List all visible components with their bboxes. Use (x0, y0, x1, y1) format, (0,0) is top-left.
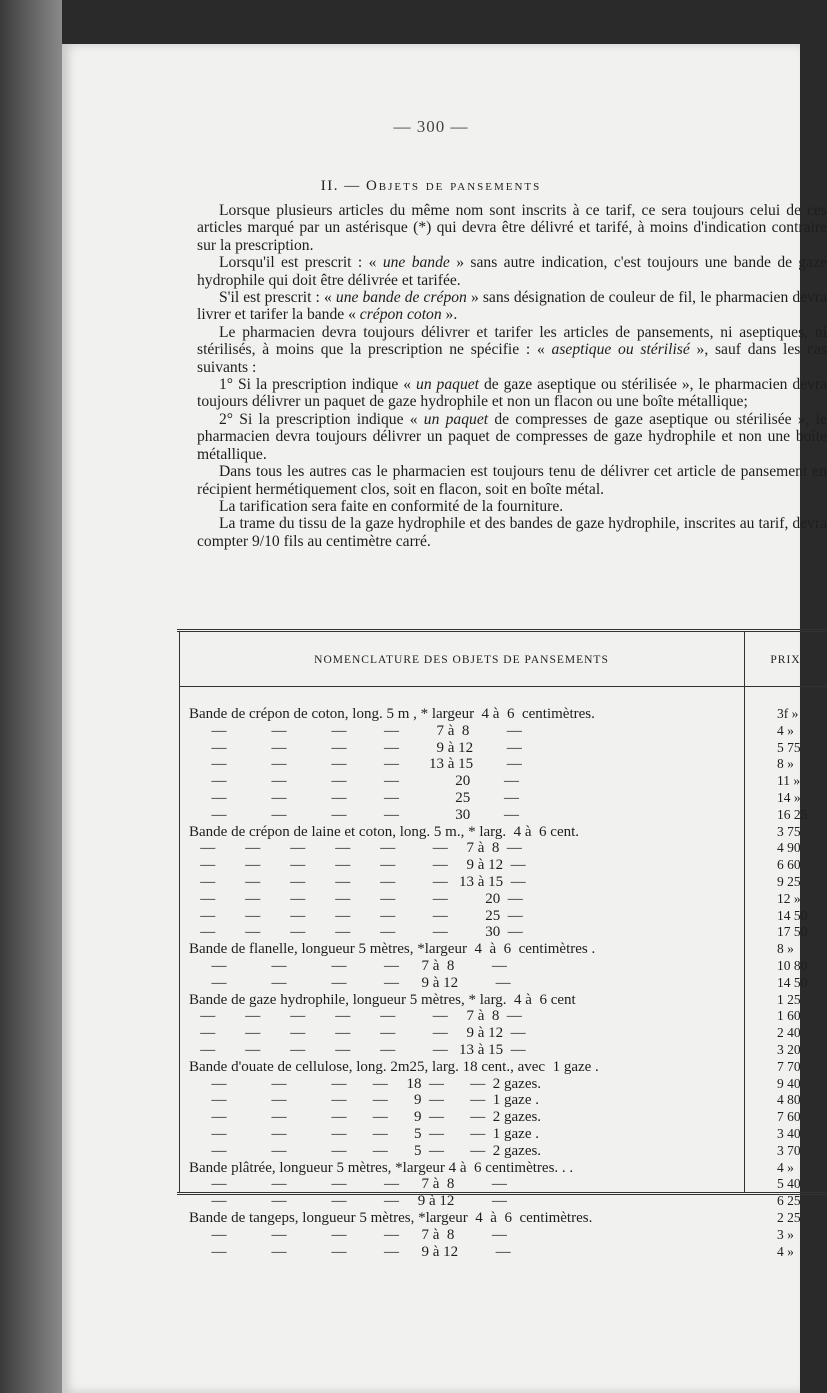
item-price: 4 90 (777, 840, 801, 856)
table-row (177, 874, 827, 891)
italic-text: un paquet (423, 410, 489, 428)
paragraph-text: Le pharmacien devra toujours délivrer et tarifer les articles de pansements, ni aseptiques, ni stérilisés, à moins que la prescription ne spécifie : « (197, 323, 827, 359)
item-price: 14 » (777, 789, 801, 805)
item-price: 3 70 (777, 1142, 801, 1158)
item-price: 3f » (777, 706, 799, 721)
paragraph (197, 515, 827, 550)
item-description: — — — — 9 — — 1 gaze . (189, 1092, 539, 1109)
paragraph (197, 289, 827, 324)
paragraph (197, 463, 827, 498)
item-price: 2 40 (777, 1025, 801, 1041)
item-description: — — — — 9 à 12 — (189, 1193, 507, 1210)
item-price: 14 50 (777, 907, 808, 923)
table-row (177, 807, 827, 824)
italic-text: une bande (382, 254, 450, 272)
paragraph (197, 411, 827, 463)
table-body (177, 706, 827, 1260)
table-row (177, 924, 827, 941)
paragraph-text: de gaze aseptique ou stérilisée », le pharmacien devra toujours délivrer un paquet de gaze hydrophile et non un flacon ou une boîte métallique; (197, 376, 827, 411)
item-price: 14 50 (777, 974, 808, 990)
item-description: Bande de tangeps, longueur 5 mètres, *largeur 4 à 6 centimètres. (189, 1209, 593, 1226)
item-price: 5 40 (777, 1176, 801, 1192)
paragraph-text: La tarification sera faite en conformité de la fourniture. (219, 497, 564, 515)
item-price: 4 80 (777, 1092, 801, 1108)
item-description: — — — — — — 25 — (189, 907, 523, 924)
item-description: — — — — 9 à 12 — (189, 739, 522, 756)
table-row (177, 723, 827, 740)
table-row (177, 975, 827, 992)
item-price: 4 » (777, 722, 794, 738)
table-row (177, 908, 827, 925)
paragraph (197, 324, 827, 376)
item-description: Bande de flanelle, longueur 5 mètres, *largeur 4 à 6 centimètres . (189, 941, 596, 958)
item-description: — — — — 7 à 8 — (189, 1176, 507, 1193)
item-price: 3 40 (777, 1125, 801, 1141)
item-price: 3 75 (777, 823, 801, 839)
table-row (177, 1210, 827, 1227)
table-header-prix: PRIX (770, 654, 801, 666)
item-description: — — — — 13 à 15 — (189, 756, 522, 773)
item-price: 4 » (777, 1243, 794, 1259)
item-description: Bande plâtrée, longueur 5 mètres, *largeur 4 à 6 centimètres. . . (189, 1159, 574, 1176)
item-description: — — — — 25 — (189, 789, 519, 806)
item-price: 3 20 (777, 1041, 801, 1057)
item-description: — — — — — — 13 à 15 — (189, 873, 526, 890)
item-description: — — — — 5 — — 1 gaze . (189, 1125, 539, 1142)
paragraph-text: La trame du tissu de la gaze hydrophile et des bandes de gaze hydrophile, inscrites au tarif, devra compter 9/10 fils au centimètre carré. (197, 515, 827, 550)
paragraph-text: 1° Si la prescription indique « (219, 376, 417, 394)
item-description: — — — — 9 à 12 — (189, 1243, 511, 1260)
section-title-numeral: II. — (320, 178, 366, 194)
table-row (177, 941, 827, 958)
document-page (62, 44, 827, 1393)
item-description: Bande de gaze hydrophile, longueur 5 mètres, * larg. 4 à 6 cent (189, 991, 576, 1008)
item-description: — — — — 7 à 8 — (189, 722, 522, 739)
paragraph (197, 498, 827, 515)
scan-edge (0, 0, 62, 1393)
item-description: — — — — — — 20 — (189, 890, 523, 907)
item-price: 2 25 (777, 1209, 801, 1225)
paragraph-text: Lorsqu'il est prescrit : « (219, 254, 383, 272)
paragraph-text: » sans autre indication, c'est toujours une bande de gaze hydrophile qui doit être délivrée et tarifée. (197, 254, 827, 289)
table-row (177, 1126, 827, 1143)
page-number: — 300 — (393, 117, 469, 136)
body-text (197, 202, 827, 550)
table-row (177, 840, 827, 857)
table-row (177, 992, 827, 1009)
item-description: — — — — 20 — (189, 773, 519, 790)
table-row (177, 1244, 827, 1261)
item-description: Bande de crépon de laine et coton, long. 5 m., * larg. 4 à 6 cent. (189, 823, 580, 840)
table-row (177, 891, 827, 908)
item-price: 7 60 (777, 1109, 801, 1125)
table-row (177, 1109, 827, 1126)
item-price: 6 25 (777, 1193, 801, 1209)
table-row (177, 1008, 827, 1025)
item-description: — — — — — — 9 à 12 — (189, 857, 526, 874)
item-description: — — — — — — 30 — (189, 924, 523, 941)
item-price: 9 40 (777, 1075, 801, 1091)
item-price: 1 25 (777, 991, 801, 1007)
price-table (177, 629, 827, 1260)
table-row (177, 790, 827, 807)
item-price: 17 50 (777, 924, 808, 940)
table-row (177, 1193, 827, 1210)
table-row (177, 958, 827, 975)
item-description: — — — — — — 7 à 8 — (189, 840, 522, 857)
paragraph-text: ». (441, 306, 458, 324)
paragraph-text: », sauf dans les cas suivants : (197, 341, 827, 376)
paragraph (197, 254, 827, 289)
table-row (177, 1160, 827, 1177)
table-row (177, 1143, 827, 1160)
table-row (177, 1042, 827, 1059)
item-price: 3 » (777, 1226, 794, 1242)
italic-text: une bande de crépon (335, 289, 467, 307)
item-description: Bande de crépon de coton, long. 5 m , * largeur 4 à 6 centimètres. (189, 706, 595, 722)
paragraph-text: » sans désignation de couleur de fil, le pharmacien devra livrer et tarifer la bande « (197, 289, 827, 324)
item-description: Bande d'ouate de cellulose, long. 2m25, larg. 18 cent., avec 1 gaze . (189, 1058, 599, 1075)
item-price: 8 » (777, 756, 794, 772)
item-price: 5 75 (777, 739, 801, 755)
item-price: 10 80 (777, 957, 808, 973)
paragraph-text: Dans tous les autres cas le pharmacien est toujours tenu de délivrer cet article de pansement en récipient hermétiquement clos, soit en flacon, soit en boîte métal. (197, 463, 827, 498)
table-row (177, 1025, 827, 1042)
item-description: — — — — 30 — (189, 806, 519, 823)
item-description: — — — — 7 à 8 — (189, 1226, 507, 1243)
item-price: 6 60 (777, 857, 801, 873)
italic-text: un paquet (416, 376, 479, 394)
item-price: 1 60 (777, 1008, 801, 1024)
section-title-text: Objets de pansements (365, 178, 542, 194)
paragraph (197, 202, 827, 254)
italic-text: crépon coton (359, 306, 442, 324)
table-row (177, 706, 827, 723)
table-header-nomenclature: NOMENCLATURE DES OBJETS DE PANSEMENTS (314, 654, 609, 666)
table-row (177, 1076, 827, 1093)
item-price: 4 » (777, 1159, 794, 1175)
paragraph (197, 376, 827, 411)
table-row (177, 1059, 827, 1076)
item-description: — — — — 7 à 8 — (189, 957, 507, 974)
table-row (177, 756, 827, 773)
item-description: — — — — — — 9 à 12 — (189, 1025, 526, 1042)
item-description: — — — — — — 13 à 15 — (189, 1041, 526, 1058)
table-header-rule (179, 686, 827, 687)
paragraph-text: S'il est prescrit : « (219, 289, 336, 307)
item-description: — — — — 9 à 12 — (189, 974, 511, 991)
item-price: 8 » (777, 941, 794, 957)
table-row (177, 740, 827, 757)
table-row (177, 857, 827, 874)
table-row (177, 824, 827, 841)
paragraph-text: de compresses de gaze aseptique ou stérilisée », le pharmacien devra toujours délivrer un paquet de compresses de gaze hydrophile et non une boîte métallique. (197, 410, 827, 463)
item-description: — — — — 9 — — 2 gazes. (189, 1109, 542, 1126)
table-row (177, 773, 827, 790)
table-row (177, 1092, 827, 1109)
item-price: 16 25 (777, 806, 808, 822)
item-price: 12 » (777, 890, 801, 906)
italic-text: aseptique ou stérilisé (551, 341, 690, 359)
table-row (177, 1176, 827, 1193)
item-price: 11 » (777, 773, 801, 789)
item-description: — — — — 5 — — 2 gazes. (189, 1142, 542, 1159)
item-price: 7 70 (777, 1058, 801, 1074)
item-description: — — — — — — 7 à 8 — (189, 1008, 522, 1025)
table-row (177, 1227, 827, 1244)
item-description: — — — — 18 — — 2 gazes. (189, 1075, 542, 1092)
paragraph-text: 2° Si la prescription indique « (219, 410, 424, 428)
item-price: 9 25 (777, 873, 801, 889)
section-title (62, 178, 800, 195)
paragraph-text: Lorsque plusieurs articles du même nom sont inscrits à ce tarif, ce sera toujours celui de ces articles marqué par un astérisque (*) qui devra être délivré et tarifé, à moins d'indication contraire sur la prescription. (197, 202, 827, 254)
